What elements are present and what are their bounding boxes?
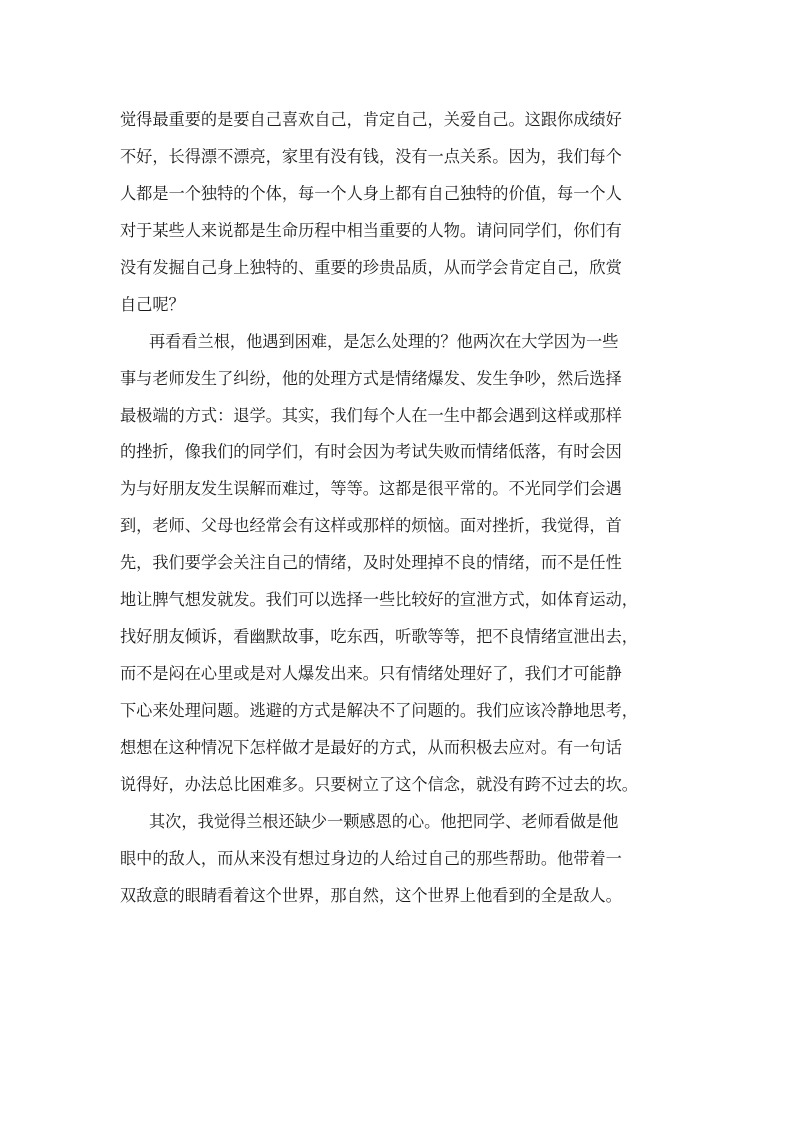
paragraph xyxy=(120,804,676,915)
text-line: 说得好，办法总比困难多。只要树立了这个信念，就没有跨不过去的坎。 xyxy=(120,774,638,794)
text-line: 对于某些人来说都是生命历程中相当重要的人物。请问同学们，你们有 xyxy=(120,220,622,240)
text-line: 再看看兰根，他遇到困难，是怎么处理的？他两次在大学因为一些 xyxy=(149,331,619,351)
text-line: 不好，长得漂不漂亮，家里有没有钱，没有一点关系。因为，我们每个 xyxy=(120,146,622,166)
document-body xyxy=(120,102,676,915)
text-line: 眼中的敌人，而从来没有想过身边的人给过自己的那些帮助。他带着一 xyxy=(120,848,622,868)
text-line: 的挫折，像我们的同学们，有时会因为考试失败而情绪低落，有时会因 xyxy=(120,442,622,462)
text-line: 想想在这种情况下怎样做才是最好的方式，从而积极去应对。有一句话 xyxy=(120,737,622,757)
text-line: 觉得最重要的是要自己喜欢自己，肯定自己，关爱自己。这跟你成绩好 xyxy=(120,110,622,129)
text-line: 没有发掘自己身上独特的、重要的珍贵品质，从而学会肯定自己，欣赏 xyxy=(120,257,622,277)
text-line: 找好朋友倾诉，看幽默故事，吃东西，听歌等等，把不良情绪宣泄出去， xyxy=(120,627,638,647)
text-line: 先，我们要学会关注自己的情绪，及时处理掉不良的情绪，而不是任性 xyxy=(120,553,622,573)
paragraph xyxy=(120,324,676,804)
text-line: 地让脾气想发就发。我们可以选择一些比较好的宣泄方式，如体育运动， xyxy=(120,590,638,610)
text-line: 事与老师发生了纠纷，他的处理方式是情绪爆发、发生争吵，然后选择 xyxy=(120,368,622,388)
text-line: 人都是一个独特的个体，每一个人身上都有自己独特的价值，每一个人 xyxy=(120,183,622,203)
text-line: 最极端的方式：退学。其实，我们每个人在一生中都会遇到这样或那样 xyxy=(120,405,622,425)
text-line: 下心来处理问题。逃避的方式是解决不了问题的。我们应该冷静地思考， xyxy=(120,701,638,720)
text-line: 为与好朋友发生误解而难过，等等。这都是很平常的。不光同学们会遇 xyxy=(120,479,622,499)
paragraph xyxy=(120,102,676,324)
text-line: 到，老师、父母也经常会有这样或那样的烦恼。面对挫折，我觉得，首 xyxy=(120,516,622,536)
text-line: 双敌意的眼睛看着这个世界，那自然，这个世界上他看到的全是敌人。 xyxy=(120,885,622,905)
text-line: 而不是闷在心里或是对人爆发出来。只有情绪处理好了，我们才可能静 xyxy=(120,664,622,684)
text-line: 自己呢？ xyxy=(120,294,185,314)
text-line: 其次，我觉得兰根还缺少一颗感恩的心。他把同学、老师看做是他 xyxy=(149,811,619,831)
